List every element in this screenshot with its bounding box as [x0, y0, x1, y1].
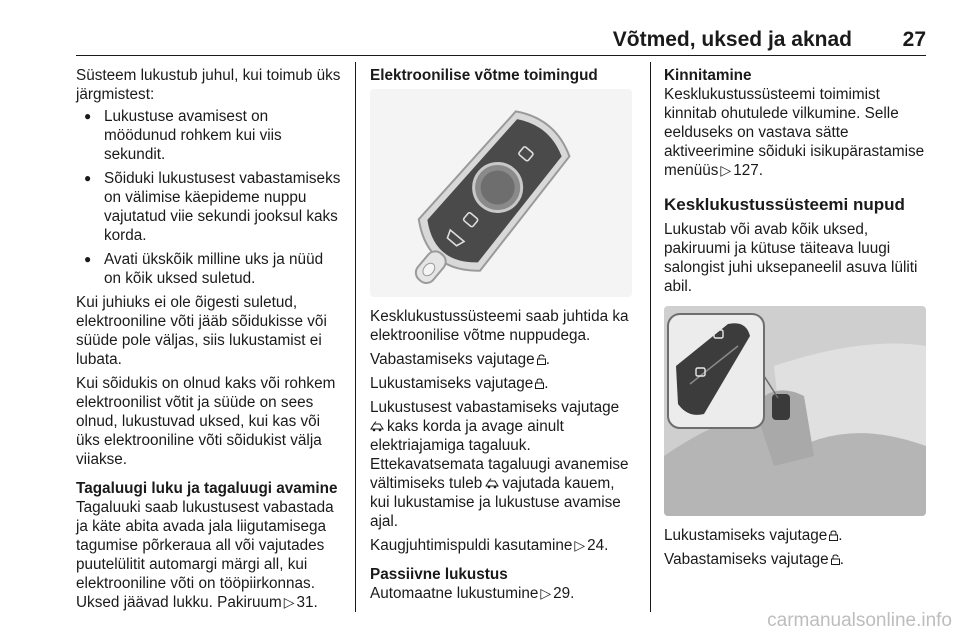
list-item: ● Sõiduki lukustusest vabastamiseks on välimise käepideme nuppu vajutatud viie sekundi jooksul kaks korda.	[76, 169, 342, 245]
reference-link[interactable]: Kaugjuhtimispuldi kasutamine ▷ 24.	[370, 537, 609, 554]
tailgate-instruction: Lukustusest vabastamiseks vajutage kaks korda ja avage ainult elektriajamiga tagaluuk. Ettekavatsemata tagaluugi avanemise vältimiseks tuleb vajutada kauem, kui lukustamise ja lukustuse avamise ajal.	[370, 399, 629, 530]
column-3	[664, 66, 928, 574]
list-item: ● Avati ükskõik milline uks ja nüüd on kõik uksed suletud.	[76, 250, 342, 288]
section-heading: Passiivne lukustus	[370, 566, 508, 583]
lock-instruction: Lukustamiseks vajutage .	[664, 527, 843, 544]
watermark: carmanualsonline.info	[767, 610, 952, 631]
column-divider-1	[355, 62, 356, 612]
page-header	[76, 28, 926, 56]
section-heading: Elektroonilise võtme toimingud	[370, 67, 598, 84]
door-switch-image	[664, 306, 926, 516]
paragraph: Kui juhiuks ei ole õigesti suletud, elektrooniline võti jääb sõidukisse või süüde pole väljas, siis lukustamist ei lubata.	[76, 294, 327, 368]
list-item: ● Lukustuse avamisest on möödunud rohkem kui viis sekundit.	[76, 107, 342, 164]
tailgate-icon	[370, 421, 384, 432]
column-2	[370, 66, 636, 608]
unlock-instruction: Vabastamiseks vajutage .	[664, 551, 844, 568]
paragraph: Kesklukustussüsteemi saab juhtida ka elektroonilise võtme nuppudega.	[370, 308, 629, 344]
reference-link[interactable]: Pakiruum ▷ 31.	[217, 594, 318, 611]
padlock-icon	[829, 530, 838, 541]
paragraph: Kui sõidukis on olnud kaks või rohkem elektroonilist võtit ja süüde on sees olnud, lukustuvad uksed, kui kas või üks elektrooniline võti sõidukist välja viiakse.	[76, 375, 336, 468]
paragraph: Tagaluuki saab lukustusest vabastada ja käte abita avada jala liigutamisega tagumise põrkeraua all või vajutades puutelülitit automargi märgi all, kui elektrooniline võti on tööpiirkonnas. Uksed jäävad lukku. Pakiruum ▷ 31.	[76, 499, 334, 611]
section-heading: Kesklukustussüsteemi nupud	[664, 195, 905, 214]
open-padlock-icon	[831, 554, 840, 565]
column-1	[76, 66, 342, 617]
header-rule	[76, 55, 926, 56]
lock-instruction: Lukustamiseks vajutage .	[370, 375, 549, 392]
section-heading: Kinnitamine	[664, 67, 752, 84]
unlock-instruction: Vabastamiseks vajutage .	[370, 351, 550, 368]
tailgate-icon	[485, 478, 499, 489]
open-padlock-icon	[537, 354, 546, 365]
paragraph: Lukustab või avab kõik uksed, pakiruumi ja kütuse täiteava luugi salongist juhi uksepaneelil asuva lüliti abil.	[664, 221, 918, 295]
electronic-key-image	[370, 89, 632, 297]
arrow-reference-icon: ▷	[574, 537, 586, 553]
padlock-icon	[535, 378, 544, 389]
reference-link[interactable]: Automaatne lukustumine ▷ 29.	[370, 585, 575, 602]
intro-text: Süsteem lukustub juhul, kui toimub üks järgmistest:	[76, 67, 341, 103]
arrow-reference-icon: ▷	[283, 594, 295, 610]
page-number: 27	[902, 28, 926, 51]
arrow-reference-icon[interactable]: ▷	[720, 162, 732, 178]
conditions-list	[76, 107, 342, 288]
page-title: Võtmed, uksed ja aknad	[612, 28, 852, 51]
column-divider-2	[650, 62, 651, 612]
section-heading: Tagaluugi luku ja tagaluugi avamine	[76, 480, 338, 497]
arrow-reference-icon: ▷	[540, 585, 552, 601]
paragraph: Kesklukustussüsteemi toimimist kinnitab ohutulede vilkumine. Selle eelduseks on vastava sätte aktiveerimine sõiduki isikupärastamise menüüs ▷ 127.	[664, 86, 925, 179]
